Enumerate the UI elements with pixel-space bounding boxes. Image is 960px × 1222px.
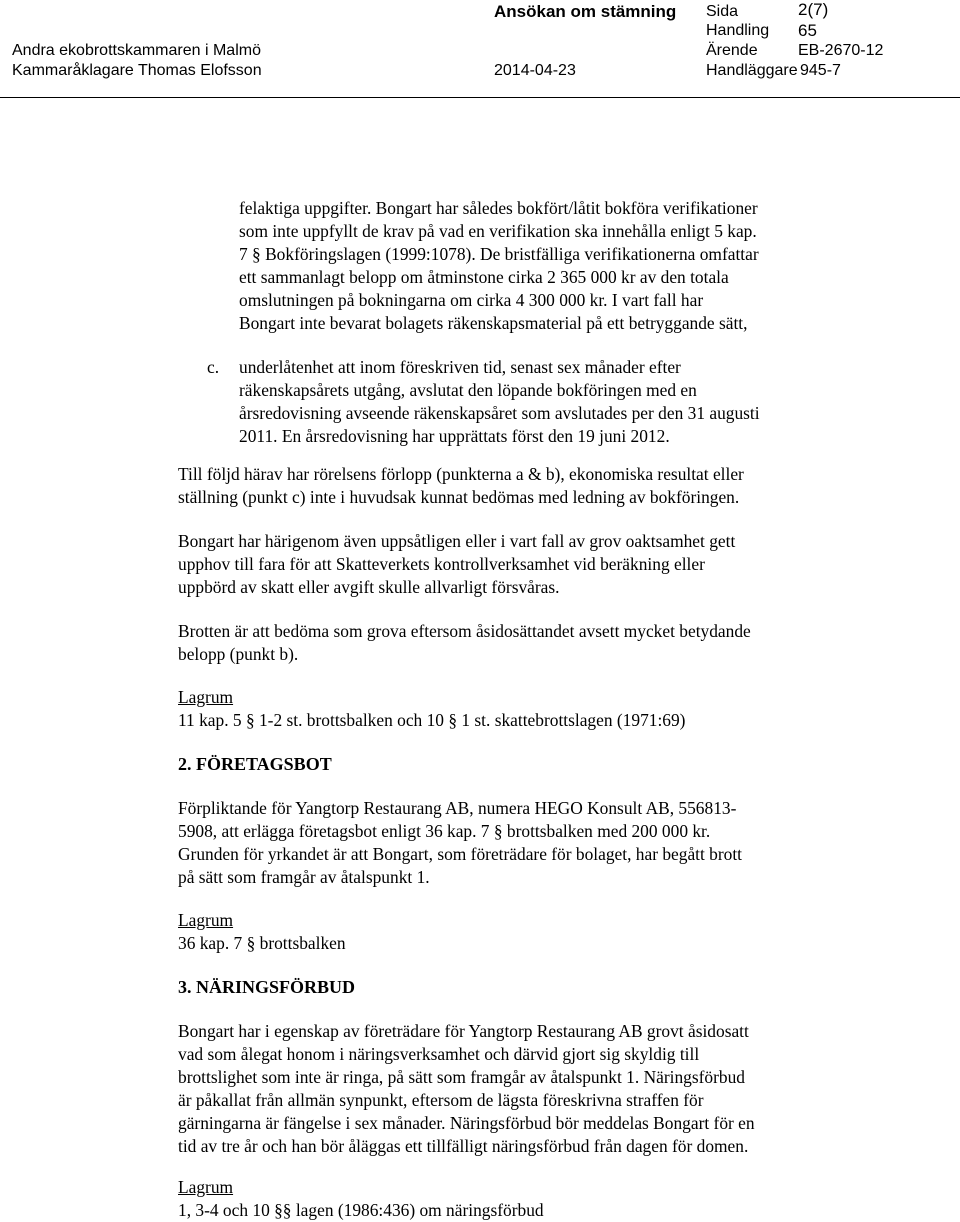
lagrum-text: 36 kap. 7 § brottsbalken (178, 933, 346, 953)
page-label: Sida (706, 3, 739, 20)
text-line: gärningarna är fängelse i sex månader. Näringsförbud bör meddelas Bongart för en (178, 1113, 755, 1133)
paragraph-consequence (178, 463, 744, 509)
page-number: 2(7) (798, 0, 829, 19)
list-item-b-continued (239, 197, 759, 335)
lagrum-heading: Lagrum (178, 1177, 234, 1197)
text-line: uppbörd av skatt eller avgift skulle allvarligt försvåras. (178, 577, 560, 597)
text-line: Bongart har härigenom även uppsåtligen eller i vart fall av grov oaktsamhet gett (178, 531, 736, 551)
text-line: vad som ålegat honom i näringsverksamhet och därvid gjort sig skyldig till (178, 1044, 700, 1064)
text-line: på sätt som framgår av åtalspunkt 1. (178, 867, 430, 887)
authority-name: Andra ekobrottskammaren i Malmö (12, 42, 261, 59)
text-line: omslutningen på bokningarna om cirka 4 300 000 kr. I vart fall har (239, 290, 704, 310)
legal-reference-2 (178, 909, 346, 955)
text-line: upphov till fara för att Skatteverkets kontrollverksamhet vid beräkning eller (178, 554, 705, 574)
paragraph-intent (178, 530, 735, 599)
text-line: belopp (punkt b). (178, 644, 299, 664)
document-date: 2014-04-23 (494, 62, 576, 79)
section-body-naringsforbud (178, 1020, 755, 1158)
text-line: ett sammanlagt belopp om åtminstone cirka 2 365 000 kr av den totala (239, 267, 729, 287)
text-line: 5908, att erlägga företagsbot enligt 36 kap. 7 § brottsbalken med 200 000 kr. (178, 821, 711, 841)
lagrum-heading: Lagrum (178, 687, 234, 707)
handler-label: Handläggare (706, 62, 798, 79)
text-line: Brotten är att bedöma som grova eftersom åsidosättandet avsett mycket betydande (178, 621, 751, 641)
case-number: EB-2670-12 (798, 42, 884, 59)
section-heading-naringsforbud: 3. NÄRINGSFÖRBUD (178, 977, 356, 997)
text-line: tid av tre år och han bör åläggas ett tillfälligt näringsförbud från dagen för domen. (178, 1136, 749, 1156)
handling-label: Handling (706, 22, 770, 39)
list-marker-c: c. (207, 357, 220, 377)
section-heading-foretagsbot: 2. FÖRETAGSBOT (178, 754, 332, 774)
text-line: felaktiga uppgifter. Bongart har således bokfört/låtit bokföra verifikationer (239, 198, 758, 218)
text-line: 2011. En årsredovisning har upprättats först den 19 juni 2012. (239, 426, 670, 446)
text-line: räkenskapsårets utgång, avslutat den löpande bokföringen med en (239, 380, 697, 400)
text-line: underlåtenhet att inom föreskriven tid, senast sex månader efter (239, 357, 681, 377)
text-line: Bongart inte bevarat bolagets räkenskapsmaterial på ett betryggande sätt, (239, 313, 748, 333)
lagrum-text: 11 kap. 5 § 1-2 st. brottsbalken och 10 § 1 st. skattebrottslagen (1971:69) (178, 710, 686, 730)
text-line: Bongart har i egenskap av företrädare för Yangtorp Restaurang AB grovt åsidosatt (178, 1021, 749, 1041)
text-line: brottslighet som inte är ringa, på sätt som framgår av åtalspunkt 1. Näringsförbud (178, 1067, 745, 1087)
text-line: som inte uppfyllt de krav på vad en verifikation ska innehålla enligt 5 kap. (239, 221, 757, 241)
document-title: Ansökan om stämning (494, 2, 677, 21)
legal-reference-1 (178, 686, 685, 732)
legal-reference-3 (178, 1176, 544, 1222)
text-line: Till följd härav har rörelsens förlopp (punkterna a & b), ekonomiska resultat eller (178, 464, 744, 484)
lagrum-heading: Lagrum (178, 910, 234, 930)
text-line: Förpliktande för Yangtorp Restaurang AB, numera HEGO Konsult AB, 556813- (178, 798, 737, 818)
text-line: 7 § Bokföringslagen (1999:1078). De bristfälliga verifikationerna omfattar (239, 244, 759, 264)
paragraph-severity (178, 620, 751, 666)
section-body-foretagsbot (178, 797, 742, 889)
text-line: årsredovisning avseende räkenskapsåret som avslutades per den 31 augusti (239, 403, 760, 423)
text-line: är påkallat från allmän synpunkt, eftersom de lägsta föreskrivna straffen för (178, 1090, 704, 1110)
case-label: Ärende (706, 42, 758, 59)
handler-number: 945-7 (800, 62, 841, 79)
text-line: ställning (punkt c) inte i huvudsak kunnat bedömas med ledning av bokföringen. (178, 487, 740, 507)
prosecutor-name: Kammaråklagare Thomas Elofsson (12, 62, 262, 79)
handling-number: 65 (798, 21, 817, 40)
lagrum-text: 1, 3-4 och 10 §§ lagen (1986:436) om näringsförbud (178, 1200, 544, 1220)
text-line: Grunden för yrkandet är att Bongart, som företrädare för bolaget, har begått brott (178, 844, 743, 864)
list-item-c (239, 356, 760, 448)
